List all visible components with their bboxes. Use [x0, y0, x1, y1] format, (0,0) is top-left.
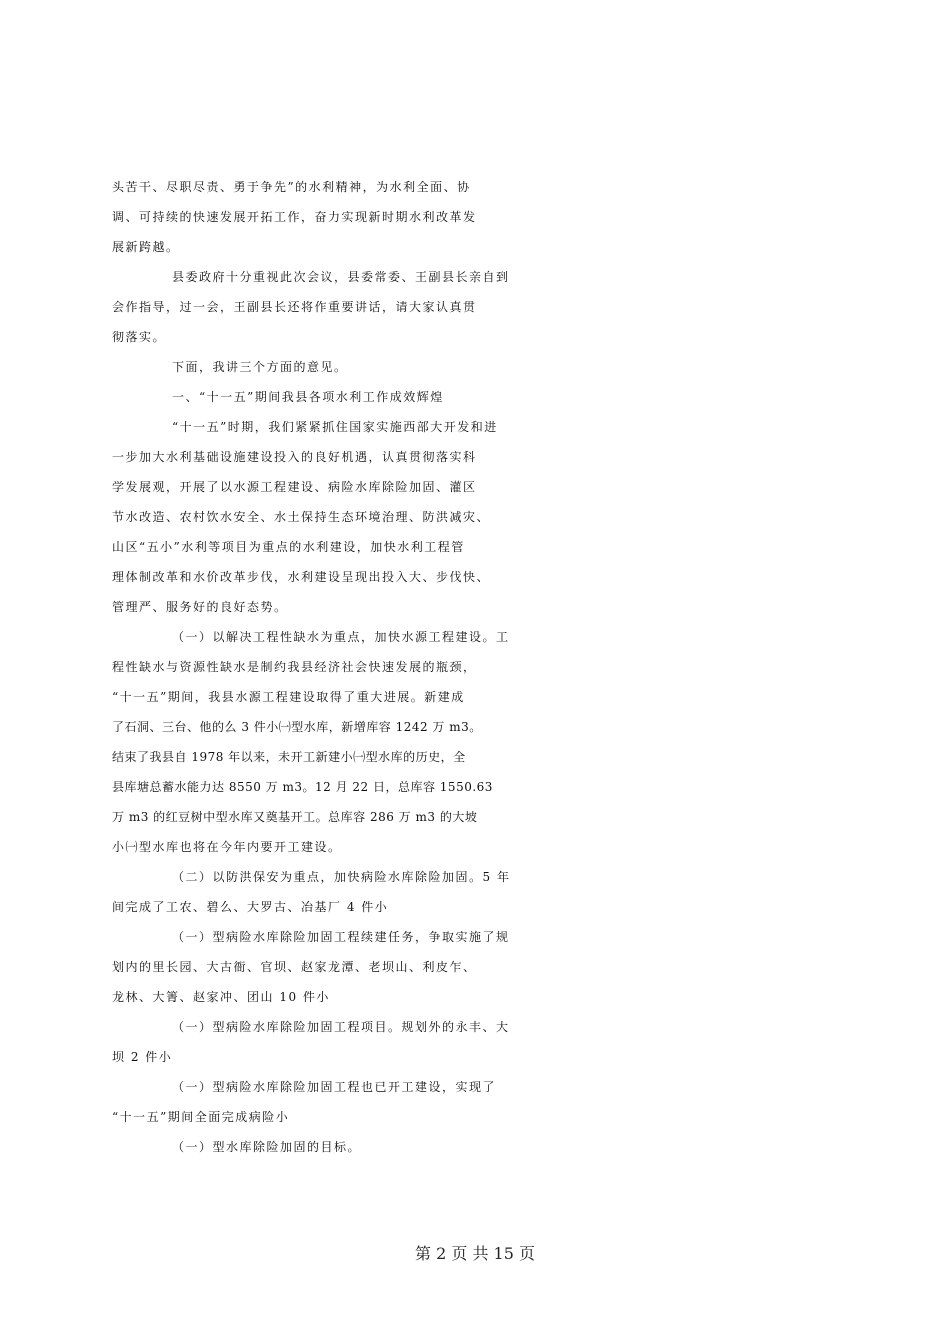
text-line: 会作指导，过一会，王副县长还将作重要讲话，请大家认真贯 — [112, 300, 477, 314]
text-line: “十一五”期间，我县水源工程建设取得了重大进展。新建成 — [112, 690, 465, 704]
text-line: “十一五”时期，我们紧紧抓住国家实施西部大开发和进 — [172, 420, 498, 434]
text-line: 坝 2 件小 — [112, 1050, 173, 1064]
text-line: 调、可持续的快速发展开拓工作，奋力实现新时期水利改革发 — [112, 210, 477, 224]
text-line: “十一五”期间全面完成病险小 — [112, 1110, 290, 1124]
text-line: 展新跨越。 — [112, 240, 180, 254]
text-line: （一）型水库除险加固的目标。 — [172, 1140, 362, 1154]
page-number-footer: 第 2 页 共 15 页 — [415, 1244, 535, 1263]
text-line: （一）以解决工程性缺水为重点，加快水源工程建设。工 — [172, 630, 510, 644]
text-line: 一步加大水利基础设施建设投入的良好机遇，认真贯彻落实科 — [112, 450, 477, 464]
text-line: 头苦干、尽职尽责、勇于争先”的水利精神，为水利全面、协 — [112, 180, 471, 194]
section-heading: 一、“十一五”期间我县各项水利工作成效辉煌 — [172, 390, 444, 404]
text-line: 龙林、大箐、赵家冲、团山 10 件小 — [112, 990, 330, 1004]
text-line: 理体制改革和水价改革步伐，水利建设呈现出投入大、步伐快、 — [112, 570, 491, 584]
text-line: 万 m3 的红豆树中型水库又奠基开工。总库容 286 万 m3 的大坡 — [112, 810, 478, 824]
text-line: 节水改造、农村饮水安全、水土保持生态环境治理、防洪减灾、 — [112, 510, 491, 524]
text-line: 学发展观，开展了以水源工程建设、病险水库除险加固、灌区 — [112, 480, 477, 494]
text-line: 彻落实。 — [112, 330, 167, 344]
text-line: （一）型病险水库除险加固工程续建任务，争取实施了规 — [172, 930, 510, 944]
text-line: 结束了我县自 1978 年以来，未开工新建小㈠型水库的历史，全 — [112, 750, 466, 764]
text-line: （一）型病险水库除险加固工程也已开工建设，实现了 — [172, 1080, 497, 1094]
text-line: 间完成了工农、碧么、大罗古、冶基厂 4 件小 — [112, 900, 389, 914]
text-line: 县委政府十分重视此次会议，县委常委、王副县长亲自到 — [172, 270, 510, 284]
text-line: （二）以防洪保安为重点，加快病险水库除险加固。5 年 — [172, 870, 511, 884]
text-line: （一）型病险水库除险加固工程项目。规划外的永丰、大 — [172, 1020, 510, 1034]
text-line: 划内的里长园、大古衙、官坝、赵家龙潭、老坝山、利皮乍、 — [112, 960, 477, 974]
text-line: 程性缺水与资源性缺水是制约我县经济社会快速发展的瓶颈， — [112, 660, 477, 674]
text-line: 山区“五小”水利等项目为重点的水利建设，加快水利工程管 — [112, 540, 465, 554]
text-line: 小㈠型水库也将在今年内要开工建设。 — [112, 840, 342, 854]
text-line: 了石洞、三台、他的么 3 件小㈠型水库，新增库容 1242 万 m3。 — [112, 720, 482, 734]
text-line: 县库塘总蓄水能力达 8550 万 m3。12 月 22 日，总库容 1550.63 — [112, 780, 493, 794]
text-line: 下面，我讲三个方面的意见。 — [172, 360, 348, 374]
text-line: 管理严、服务好的良好态势。 — [112, 600, 288, 614]
